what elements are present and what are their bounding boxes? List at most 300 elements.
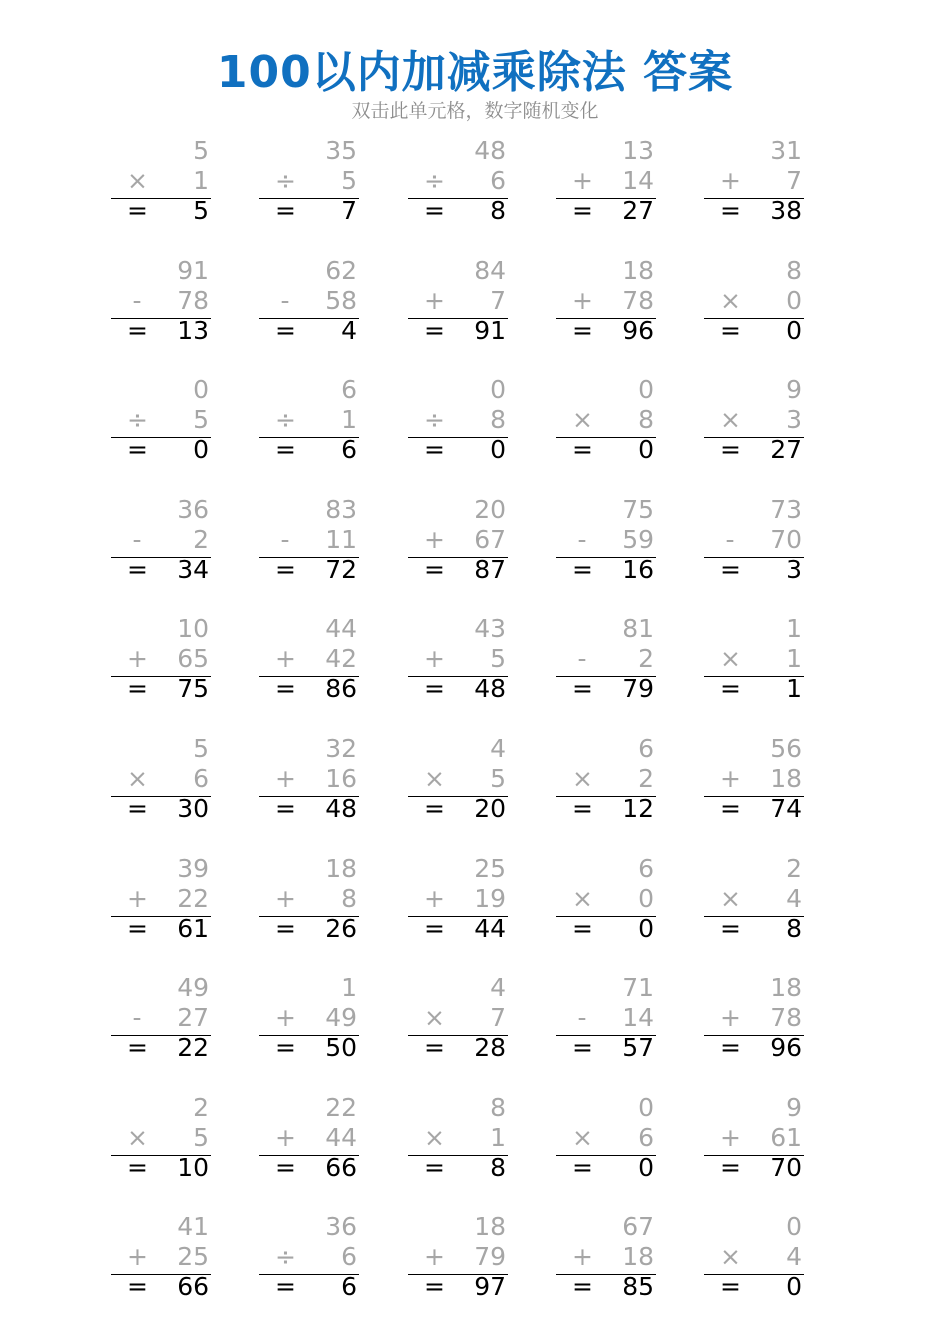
first-operand: 84 <box>474 256 506 285</box>
problem-item <box>556 614 656 704</box>
equals-sign: = <box>127 914 148 943</box>
second-operand: 5 <box>193 405 209 434</box>
operator-sign: + <box>275 644 296 673</box>
equals-sign: = <box>275 435 296 464</box>
operator-row <box>111 1242 211 1272</box>
operator-row <box>259 884 359 914</box>
first-operand: 36 <box>177 495 209 524</box>
second-operand: 49 <box>325 1003 357 1032</box>
first-operand: 18 <box>474 1212 506 1241</box>
first-operand: 0 <box>638 375 654 404</box>
answer-value: 87 <box>474 555 506 584</box>
operator-sign: + <box>127 1242 148 1271</box>
equals-sign: = <box>572 674 593 703</box>
answer-row <box>704 1033 804 1063</box>
answer-value: 8 <box>490 1153 506 1182</box>
operator-sign: ÷ <box>424 405 445 434</box>
operator-row <box>259 405 359 435</box>
first-operand: 75 <box>622 495 654 524</box>
answer-value: 0 <box>193 435 209 464</box>
operator-row <box>556 884 656 914</box>
problem-item <box>704 614 804 704</box>
answer-value: 26 <box>325 914 357 943</box>
second-operand: 0 <box>638 884 654 913</box>
equals-sign: = <box>720 316 741 345</box>
operator-row <box>111 525 211 555</box>
operator-row <box>556 1242 656 1272</box>
operand-row <box>556 1093 656 1123</box>
second-operand: 2 <box>638 764 654 793</box>
operand-row <box>259 734 359 764</box>
answer-value: 48 <box>325 794 357 823</box>
operator-row <box>556 1123 656 1153</box>
problem-item <box>259 973 359 1063</box>
answer-row <box>408 674 508 704</box>
operand-row <box>259 973 359 1003</box>
first-operand: 81 <box>622 614 654 643</box>
answer-value: 96 <box>622 316 654 345</box>
problem-item <box>259 256 359 346</box>
operator-sign: × <box>720 1242 741 1271</box>
equals-sign: = <box>572 914 593 943</box>
operator-sign: + <box>572 166 593 195</box>
operator-sign: ÷ <box>275 1242 296 1271</box>
second-operand: 58 <box>325 286 357 315</box>
operand-row <box>408 1212 508 1242</box>
equals-sign: = <box>424 316 445 345</box>
operator-sign: × <box>572 1123 593 1152</box>
equals-sign: = <box>572 1153 593 1182</box>
first-operand: 48 <box>474 136 506 165</box>
second-operand: 1 <box>490 1123 506 1152</box>
answer-value: 48 <box>474 674 506 703</box>
answer-row <box>704 196 804 226</box>
second-operand: 65 <box>177 644 209 673</box>
second-operand: 2 <box>193 525 209 554</box>
operator-row <box>556 166 656 196</box>
equals-sign: = <box>720 555 741 584</box>
first-operand: 2 <box>786 854 802 883</box>
operand-row <box>556 495 656 525</box>
operator-row <box>408 166 508 196</box>
operand-row <box>259 375 359 405</box>
equals-sign: = <box>275 316 296 345</box>
operator-sign: ÷ <box>424 166 445 195</box>
first-operand: 2 <box>193 1093 209 1122</box>
answer-row <box>259 1153 359 1183</box>
answer-row <box>111 435 211 465</box>
operand-row <box>111 854 211 884</box>
operand-row <box>556 973 656 1003</box>
equals-sign: = <box>720 1153 741 1182</box>
answer-row <box>408 1272 508 1302</box>
first-operand: 8 <box>786 256 802 285</box>
second-operand: 78 <box>622 286 654 315</box>
second-operand: 8 <box>341 884 357 913</box>
operand-row <box>556 136 656 166</box>
operator-sign: + <box>424 525 445 554</box>
operator-sign: ÷ <box>275 166 296 195</box>
operator-row <box>704 286 804 316</box>
operand-row <box>408 495 508 525</box>
operand-row <box>408 136 508 166</box>
answer-row <box>259 914 359 944</box>
equals-sign: = <box>275 914 296 943</box>
operator-row <box>704 884 804 914</box>
answer-value: 27 <box>770 435 802 464</box>
second-operand: 19 <box>474 884 506 913</box>
answer-row <box>556 1272 656 1302</box>
second-operand: 78 <box>770 1003 802 1032</box>
problem-item <box>259 1212 359 1302</box>
first-operand: 32 <box>325 734 357 763</box>
answer-row <box>259 1272 359 1302</box>
operator-sign: × <box>572 405 593 434</box>
problem-item <box>408 1093 508 1183</box>
operand-row <box>111 375 211 405</box>
answer-value: 22 <box>177 1033 209 1062</box>
problem-item <box>111 614 211 704</box>
operand-row <box>259 854 359 884</box>
equals-sign: = <box>275 1272 296 1301</box>
second-operand: 3 <box>786 405 802 434</box>
first-operand: 43 <box>474 614 506 643</box>
problem-item <box>111 375 211 465</box>
problem-item <box>408 734 508 824</box>
operator-sign: + <box>720 1123 741 1152</box>
answer-value: 28 <box>474 1033 506 1062</box>
answer-row <box>408 196 508 226</box>
second-operand: 5 <box>341 166 357 195</box>
problem-item <box>556 375 656 465</box>
operator-row <box>259 1242 359 1272</box>
problem-item <box>408 973 508 1063</box>
problem-item <box>408 495 508 585</box>
problem-item <box>704 136 804 226</box>
operator-sign: + <box>424 286 445 315</box>
problem-item <box>259 495 359 585</box>
operator-sign: + <box>424 1242 445 1271</box>
problem-item <box>259 734 359 824</box>
first-operand: 8 <box>490 1093 506 1122</box>
operand-row <box>704 1093 804 1123</box>
operator-row <box>259 525 359 555</box>
answer-value: 57 <box>622 1033 654 1062</box>
operand-row <box>111 734 211 764</box>
problem-item <box>408 375 508 465</box>
answer-row <box>111 1033 211 1063</box>
first-operand: 6 <box>638 854 654 883</box>
problem-item <box>704 973 804 1063</box>
equals-sign: = <box>127 1153 148 1182</box>
answer-value: 96 <box>770 1033 802 1062</box>
second-operand: 18 <box>770 764 802 793</box>
first-operand: 83 <box>325 495 357 524</box>
operator-sign: + <box>275 1123 296 1152</box>
operator-row <box>408 1123 508 1153</box>
operator-row <box>111 286 211 316</box>
operator-sign: + <box>275 884 296 913</box>
problem-item <box>556 973 656 1063</box>
second-operand: 6 <box>490 166 506 195</box>
answer-row <box>259 555 359 585</box>
equals-sign: = <box>275 674 296 703</box>
first-operand: 4 <box>490 734 506 763</box>
operator-sign: × <box>424 1123 445 1152</box>
problem-item <box>111 973 211 1063</box>
equals-sign: = <box>424 555 445 584</box>
answer-value: 66 <box>325 1153 357 1182</box>
second-operand: 42 <box>325 644 357 673</box>
answer-value: 0 <box>490 435 506 464</box>
problem-item <box>556 1212 656 1302</box>
answer-row <box>408 794 508 824</box>
operator-row <box>111 1003 211 1033</box>
operator-row <box>704 644 804 674</box>
problem-item <box>556 734 656 824</box>
problem-item <box>408 136 508 226</box>
operator-sign: + <box>720 1003 741 1032</box>
operator-row <box>556 525 656 555</box>
operand-row <box>704 854 804 884</box>
answer-row <box>408 1153 508 1183</box>
equals-sign: = <box>720 674 741 703</box>
operator-sign: × <box>720 884 741 913</box>
operator-row <box>111 764 211 794</box>
operator-sign: - <box>725 525 735 554</box>
problem-item <box>111 256 211 346</box>
answer-value: 50 <box>325 1033 357 1062</box>
operator-sign: - <box>577 525 587 554</box>
problem-item <box>704 1093 804 1183</box>
answer-row <box>259 316 359 346</box>
second-operand: 14 <box>622 1003 654 1032</box>
operand-row <box>704 734 804 764</box>
operator-sign: + <box>127 884 148 913</box>
answer-row <box>556 196 656 226</box>
operator-row <box>408 764 508 794</box>
operator-row <box>408 1003 508 1033</box>
equals-sign: = <box>424 674 445 703</box>
second-operand: 22 <box>177 884 209 913</box>
answer-value: 27 <box>622 196 654 225</box>
equals-sign: = <box>720 435 741 464</box>
answer-row <box>111 316 211 346</box>
second-operand: 6 <box>341 1242 357 1271</box>
equals-sign: = <box>127 196 148 225</box>
operator-row <box>704 764 804 794</box>
answer-row <box>556 555 656 585</box>
problem-item <box>259 854 359 944</box>
second-operand: 2 <box>638 644 654 673</box>
equals-sign: = <box>275 1153 296 1182</box>
operator-sign: × <box>720 405 741 434</box>
operand-row <box>408 854 508 884</box>
problem-item <box>704 375 804 465</box>
equals-sign: = <box>720 1272 741 1301</box>
operator-row <box>111 405 211 435</box>
second-operand: 0 <box>786 286 802 315</box>
answer-value: 91 <box>474 316 506 345</box>
equals-sign: = <box>572 794 593 823</box>
answer-row <box>408 435 508 465</box>
answer-value: 85 <box>622 1272 654 1301</box>
problem-item <box>556 256 656 346</box>
operator-sign: + <box>720 764 741 793</box>
equals-sign: = <box>424 1033 445 1062</box>
answer-row <box>111 674 211 704</box>
answer-value: 79 <box>622 674 654 703</box>
answer-value: 75 <box>177 674 209 703</box>
answer-value: 34 <box>177 555 209 584</box>
operator-row <box>259 1123 359 1153</box>
operand-row <box>408 973 508 1003</box>
answer-row <box>111 555 211 585</box>
answer-row <box>111 196 211 226</box>
operator-sign: + <box>127 644 148 673</box>
first-operand: 62 <box>325 256 357 285</box>
answer-value: 70 <box>770 1153 802 1182</box>
operator-row <box>556 405 656 435</box>
problem-item <box>704 256 804 346</box>
problem-item <box>408 1212 508 1302</box>
answer-value: 97 <box>474 1272 506 1301</box>
problem-item <box>111 1093 211 1183</box>
equals-sign: = <box>424 1153 445 1182</box>
operand-row <box>259 256 359 286</box>
equals-sign: = <box>127 794 148 823</box>
equals-sign: = <box>572 316 593 345</box>
answer-value: 86 <box>325 674 357 703</box>
operand-row <box>111 1212 211 1242</box>
answer-row <box>408 555 508 585</box>
answer-value: 44 <box>474 914 506 943</box>
operator-row <box>259 644 359 674</box>
first-operand: 56 <box>770 734 802 763</box>
operand-row <box>556 734 656 764</box>
first-operand: 20 <box>474 495 506 524</box>
answer-row <box>111 794 211 824</box>
operator-sign: + <box>275 1003 296 1032</box>
answer-value: 38 <box>770 196 802 225</box>
operand-row <box>556 614 656 644</box>
answer-row <box>408 914 508 944</box>
answer-row <box>556 435 656 465</box>
operator-row <box>408 884 508 914</box>
equals-sign: = <box>720 196 741 225</box>
operand-row <box>259 1093 359 1123</box>
operator-sign: - <box>132 525 142 554</box>
problem-item <box>111 1212 211 1302</box>
operand-row <box>556 1212 656 1242</box>
second-operand: 44 <box>325 1123 357 1152</box>
operator-sign: × <box>127 1123 148 1152</box>
equals-sign: = <box>275 1033 296 1062</box>
answer-value: 66 <box>177 1272 209 1301</box>
operand-row <box>111 614 211 644</box>
first-operand: 71 <box>622 973 654 1002</box>
answer-value: 74 <box>770 794 802 823</box>
operand-row <box>704 495 804 525</box>
problem-item <box>111 495 211 585</box>
answer-row <box>259 435 359 465</box>
operator-sign: - <box>280 286 290 315</box>
problem-item <box>111 136 211 226</box>
operand-row <box>556 854 656 884</box>
first-operand: 9 <box>786 375 802 404</box>
second-operand: 8 <box>490 405 506 434</box>
answer-value: 3 <box>786 555 802 584</box>
first-operand: 36 <box>325 1212 357 1241</box>
first-operand: 13 <box>622 136 654 165</box>
operand-row <box>408 375 508 405</box>
equals-sign: = <box>127 435 148 464</box>
answer-row <box>556 316 656 346</box>
operator-row <box>408 525 508 555</box>
answer-value: 12 <box>622 794 654 823</box>
answer-value: 0 <box>786 1272 802 1301</box>
first-operand: 35 <box>325 136 357 165</box>
operand-row <box>556 256 656 286</box>
second-operand: 6 <box>638 1123 654 1152</box>
operand-row <box>556 375 656 405</box>
operator-sign: - <box>132 286 142 315</box>
first-operand: 1 <box>341 973 357 1002</box>
second-operand: 18 <box>622 1242 654 1271</box>
answer-row <box>556 914 656 944</box>
operator-sign: ÷ <box>275 405 296 434</box>
answer-value: 16 <box>622 555 654 584</box>
equals-sign: = <box>127 555 148 584</box>
answer-value: 0 <box>786 316 802 345</box>
operator-sign: - <box>280 525 290 554</box>
second-operand: 70 <box>770 525 802 554</box>
operator-row <box>259 764 359 794</box>
first-operand: 0 <box>193 375 209 404</box>
operator-row <box>408 405 508 435</box>
operator-sign: × <box>572 884 593 913</box>
operand-row <box>111 256 211 286</box>
answer-value: 8 <box>786 914 802 943</box>
operator-sign: + <box>720 166 741 195</box>
first-operand: 6 <box>341 375 357 404</box>
equals-sign: = <box>127 1033 148 1062</box>
problem-item <box>259 1093 359 1183</box>
problem-item <box>111 854 211 944</box>
answer-row <box>111 1272 211 1302</box>
operator-row <box>111 884 211 914</box>
problem-item <box>259 136 359 226</box>
answer-value: 1 <box>786 674 802 703</box>
operand-row <box>408 614 508 644</box>
first-operand: 73 <box>770 495 802 524</box>
operator-row <box>704 1123 804 1153</box>
operand-row <box>704 614 804 644</box>
operator-row <box>408 286 508 316</box>
problem-item <box>704 495 804 585</box>
operator-sign: × <box>127 764 148 793</box>
operator-sign: × <box>127 166 148 195</box>
problem-item <box>556 1093 656 1183</box>
operand-row <box>259 614 359 644</box>
first-operand: 9 <box>786 1093 802 1122</box>
answer-value: 5 <box>193 196 209 225</box>
page-subtitle: 双击此单元格，数字随机变化 <box>351 100 599 122</box>
answer-value: 30 <box>177 794 209 823</box>
operand-row <box>111 1093 211 1123</box>
problem-item <box>704 734 804 824</box>
first-operand: 10 <box>177 614 209 643</box>
